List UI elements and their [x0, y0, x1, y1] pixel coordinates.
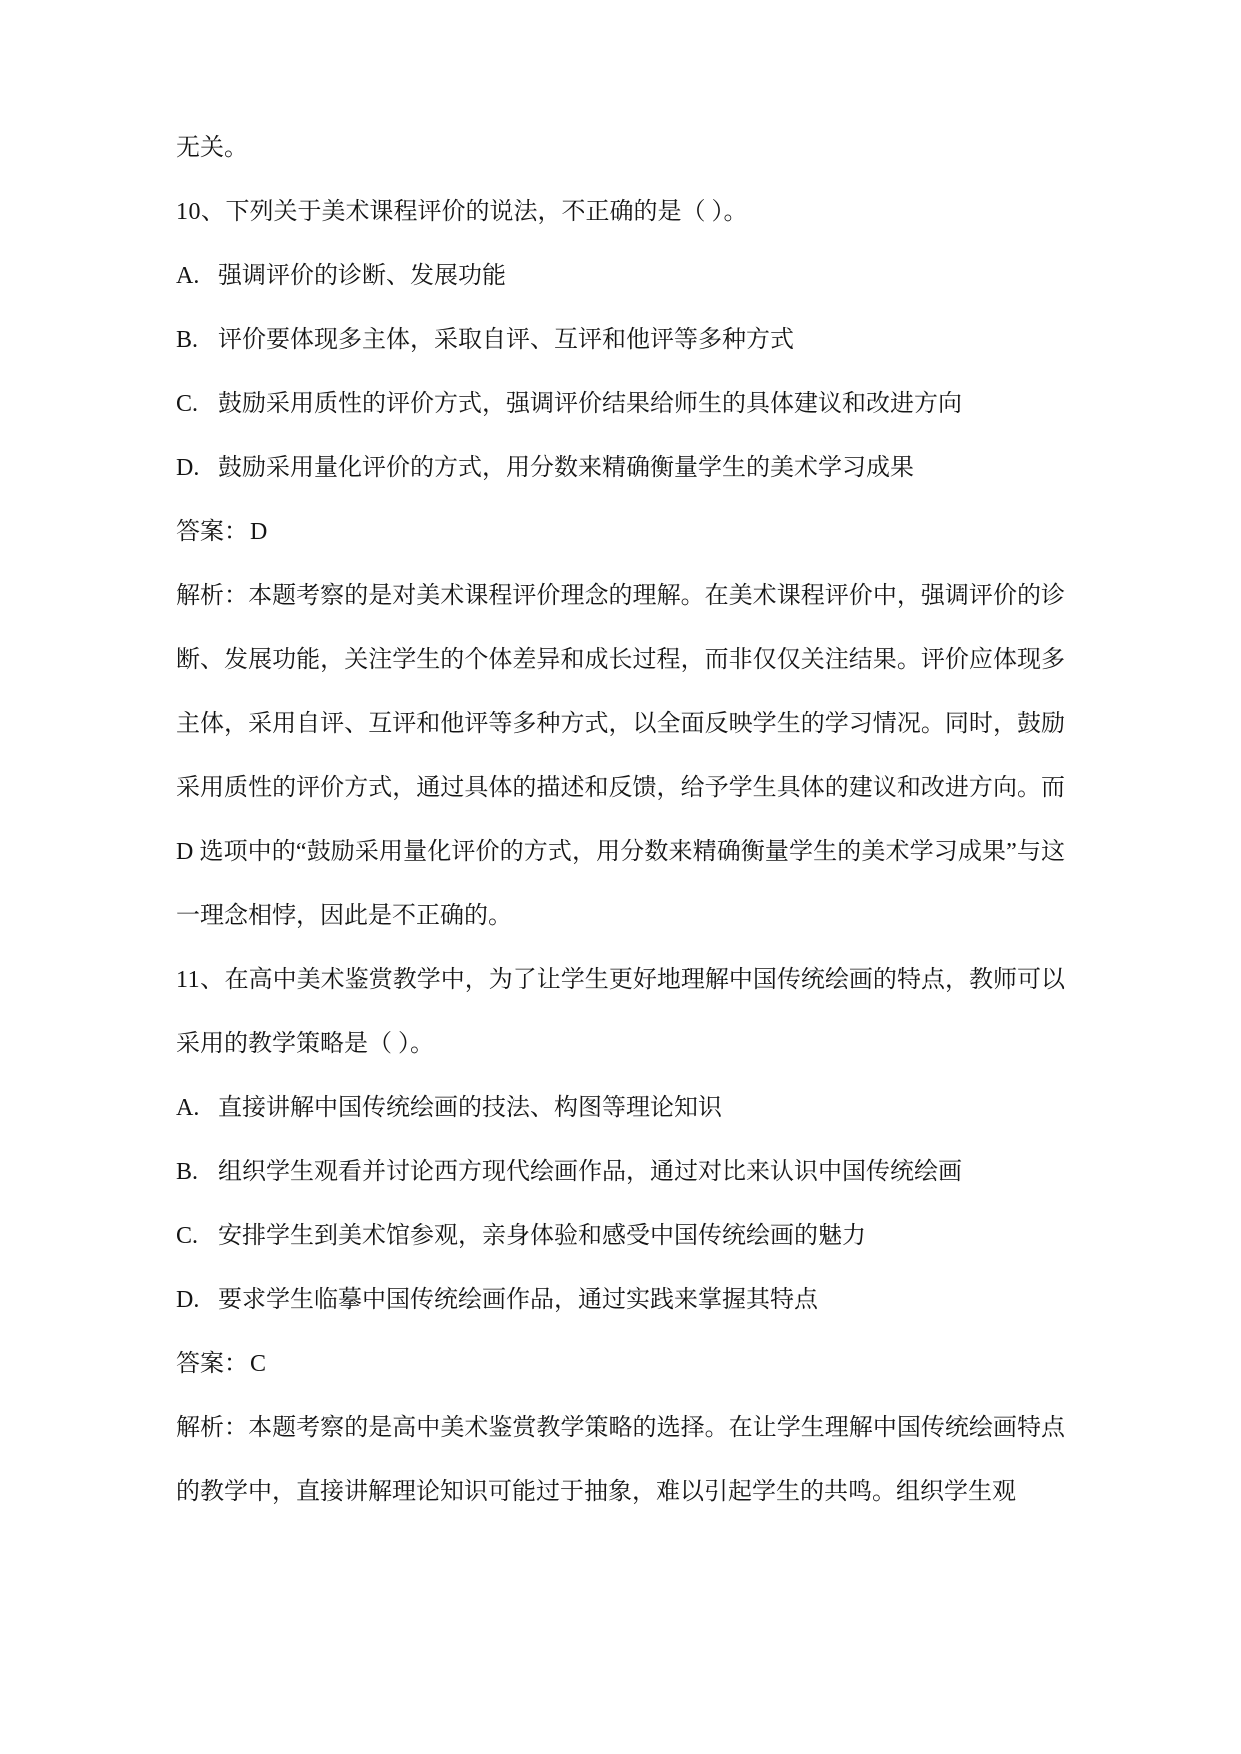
option-label: A.: [176, 1095, 200, 1121]
answer-label: 答案：: [176, 519, 248, 545]
option-label: B.: [176, 1159, 199, 1185]
question-10-number: 10、: [176, 199, 226, 225]
option-label: C.: [176, 1223, 199, 1249]
question-10-option-b: [176, 308, 1065, 372]
question-10-analysis: [176, 564, 1065, 948]
question-11-answer: [176, 1332, 1065, 1396]
question-11-option-d: [176, 1268, 1065, 1332]
option-text: 组织学生观看并讨论西方现代绘画作品，通过对比来认识中国传统绘画: [218, 1159, 962, 1185]
question-10-stem: [176, 180, 1065, 244]
analysis-text: 本题考察的是对美术课程评价理念的理解。在美术课程评价中，强调评价的诊断、发展功能，关注学生的个体差异和成长过程，而非仅仅关注结果。评价应体现多主体，采用自评、互评和他评等多种方式，以全面反映学生的学习情况。同时，鼓励采用质性的评价方式，通过具体的描述和反馈，给予学生具体的建议和改进方向。而 D 选项中的“鼓励采用量化评价的方式，用分数来精确衡量学生的美术学习成果”与这一理念相悖，因此是不正确的。: [176, 583, 1066, 929]
option-text: 评价要体现多主体，采取自评、互评和他评等多种方式: [218, 327, 794, 353]
answer-label: 答案：: [176, 1351, 248, 1377]
option-text: 鼓励采用质性的评价方式，强调评价结果给师生的具体建议和改进方向: [218, 391, 962, 417]
question-11-option-a: [176, 1076, 1065, 1140]
option-label: C.: [176, 391, 199, 417]
question-10-stem-text: 下列关于美术课程评价的说法，不正确的是（ ）。: [225, 199, 748, 225]
option-label: A.: [176, 263, 200, 289]
option-text: 直接讲解中国传统绘画的技法、构图等理论知识: [218, 1095, 722, 1121]
option-label: B.: [176, 327, 199, 353]
question-10-option-a: [176, 244, 1065, 308]
analysis-label: 解析：: [176, 583, 249, 609]
question-11-stem-text: 在高中美术鉴赏教学中，为了让学生更好地理解中国传统绘画的特点，教师可以采用的教学策略是（ ）。: [176, 967, 1066, 1057]
question-10-option-c: [176, 372, 1065, 436]
option-text: 鼓励采用量化评价的方式，用分数来精确衡量学生的美术学习成果: [218, 455, 914, 481]
analysis-text: 本题考察的是高中美术鉴赏教学策略的选择。在让学生理解中国传统绘画特点的教学中，直接讲解理论知识可能过于抽象，难以引起学生的共鸣。组织学生观: [176, 1415, 1066, 1505]
answer-value: D: [250, 519, 268, 545]
option-text: 强调评价的诊断、发展功能: [218, 263, 506, 289]
option-label: D.: [176, 455, 200, 481]
question-11-number: 11、: [176, 967, 225, 993]
question-10-answer: [176, 500, 1065, 564]
question-10: [176, 180, 1065, 948]
question-11-analysis: [176, 1396, 1065, 1524]
option-text: 要求学生临摹中国传统绘画作品，通过实践来掌握其特点: [218, 1287, 818, 1313]
option-label: D.: [176, 1287, 200, 1313]
question-11-option-b: [176, 1140, 1065, 1204]
paragraph-fragment: 无关。: [176, 135, 248, 161]
option-text: 安排学生到美术馆参观，亲身体验和感受中国传统绘画的魅力: [218, 1223, 866, 1249]
question-11: [176, 948, 1065, 1524]
answer-value: C: [250, 1351, 267, 1377]
question-11-option-c: [176, 1204, 1065, 1268]
question-10-option-d: [176, 436, 1065, 500]
question-11-stem: [176, 948, 1065, 1076]
analysis-label: 解析：: [176, 1415, 249, 1441]
